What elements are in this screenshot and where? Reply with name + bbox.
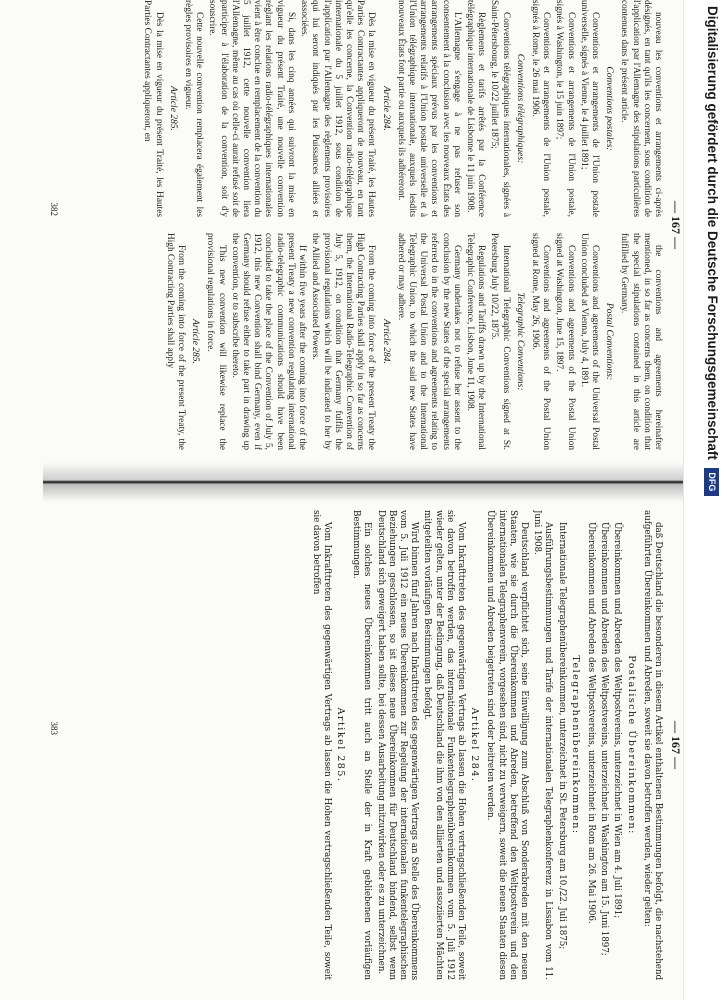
paragraph: Conventions and agreements of the Universal Postal Union concluded at Vienna, July 4, 1891. <box>578 233 600 450</box>
paragraph: From the coming into force of the present Treaty, the High Contracting Parties shall apply <box>164 233 187 450</box>
paragraph: Wird binnen fünf Jahren nach Inkrafttreten des gegenwärtigen Vertrags an Stelle des Übereinkommens vom 5. Juli 1912 ein neues Übereinkommen zur Regelung der internationalen funkentelegraphischen Beziehungen geschlossen, so ist dieses neue Übereinkommen für Deutschland bindend, selbst wenn Deutschland sich geweigert haben sollte, bei dessen Ausarbeitung mitzuwirken oder es zu unterzeichnen. <box>375 510 420 980</box>
paragraph: Conventions and agreements of the Postal Union signed at Washington, June 15, 1897. <box>554 233 576 450</box>
dfg-logo-icon: DFG <box>705 468 720 496</box>
section-heading: Telegraphenübereinkommen: <box>569 655 581 835</box>
section-heading: Artikel 285. <box>334 707 346 783</box>
paragraph: Ein solches neues Übereinkommen tritt auch an Stelle der in Kraft gebliebenen vorläufigen Bestimmungen. <box>351 510 373 980</box>
paragraph: the conventions and agreements hereinafter mentioned, in so far as concerns them, on condition that the special stipulations contained in this article are fulfilled by Germany. <box>619 233 663 450</box>
paragraph: Germany undertakes not to refuse her assent to the conclusion by the new States of the special arrangements referred to in the conventions and agreements relating to the Universal Postal Union and to the International Telegraphic Union, to which the said new States have adhered or may adhere. <box>395 233 462 450</box>
section-heading: Postalische Übereinkommen: <box>625 655 637 835</box>
section-heading: Conventions postales: <box>604 66 615 151</box>
paragraph: L'Allemagne s'engage à ne pas refuser son consentement à la conclusion avec les nouveaux États des arrangements spéciaux prévus par les conventions et arrangements relatifs à l'Union postale universelle et à l'Union télégraphique internationale, auxquels lesdits nouveaux États font partie ou auxquels ils adhéreront. <box>395 0 462 217</box>
german-column <box>69 510 663 980</box>
paragraph: If within five years after the coming into force of the present Treaty a new convention regulating international radio-telegraphic communications should have been concluded to take the place of the Convention of July 5, 1912, this new Convention shall bind Germany, even if Germany should refuse either to take part in drawing up the convention, or to subscribe thereto. <box>229 233 308 450</box>
french-column <box>69 0 663 217</box>
paragraph: Deutschland verpflichtet sich, seine Einwilligung zum Abschluß von Sonderabreden mit den neuen Staaten, wie sie durch die Übereinkommen und Abreden, betreffend den Weltpostverein und den internationalen Telegraphenverein, vorgesehen sind, nicht zu verweigern, soweit die neuen Staaten diesen Übereinkommen und Abreden beigetreten sind oder beitreten werden. <box>485 510 529 980</box>
section-heading: Article 285. <box>190 319 201 364</box>
section-heading: Telegraphic Conventions: <box>514 292 525 391</box>
paragraph: Übereinkommen und Abreden des Weltpostvereins, unterzeichnet in Wien am 4. Juli 1891; <box>612 522 623 919</box>
paragraph: nouveau les conventions et arrangements ci-après désignés, en tant qu'ils les concernent, sous condition de l'application par l'Allemagne des stipulations particulières contenues dans le présent article. <box>619 0 663 217</box>
section-heading: Article 284. <box>380 319 391 364</box>
paragraph: Conventions et arrangements de l'Union postale, signés à Rome, le 26 mai 1906. <box>529 0 552 217</box>
right-page-number: — 167 — <box>669 721 683 769</box>
paragraph: Dès la mise en vigueur du présent Traité, les Hautes Parties Contractantes appliqueront de nouveau, en tant qu'elle les concerne, la Convention radio-télégraphique internationale du 5 juillet 1912, sous condition de l'application par l'Allemagne des règlements provisoires qui lui seront indiqués par les Puissances alliées et associées. <box>299 0 377 217</box>
paragraph: Ausführungsbestimmungen und Tarife der internationalen Telegraphenkonferenz in Lissabon vom 11. Juni 1908. <box>532 510 554 980</box>
section-heading: Article 285. <box>167 86 178 131</box>
paragraph: Vom Inkrafttreten des gegenwärtigen Vertrags ab lassen die Hohen vertragschließenden Teile, soweit sie davon betroffen <box>310 510 332 980</box>
section-heading: Article 284. <box>380 86 391 131</box>
paragraph: Si, dans les cinq années qui suivront la mise en vigueur du présent Traité, une nouvelle convention réglant les relations radio-télégraphiques internationales vient à être conclue en remplacement de la convention du 5 juillet 1912, cette nouvelle convention liera l'Allemagne, même au cas où celle-ci aurait refusé soit de participer à l'élaboration de la convention, soit d'y souscrire. <box>207 0 296 217</box>
paragraph: Conventions et arrangements de l'Union postale universelle, signés à Vienne, le 4 juillet 1891; <box>578 0 600 217</box>
right-folio: 383 <box>49 721 59 735</box>
paragraph: From the coming into force of the present Treaty the High Contracting Parties shall apply in so far as concerns them, the International Radio-Telegraphic Convention of July 5, 1912, on condition that Germany fulfils the provisional regulations which will be indicated to her by the Allied and Associated Powers. <box>310 233 377 450</box>
paragraph: daß Deutschland die besonderen in diesem Artikel enthaltenen Bestimmungen befolgt, die nachstehend aufgeführten Übereinkommen und Abreden, soweit sie davon betroffen werden, wieder gelten: <box>641 510 663 980</box>
paragraph: Conventions télégraphiques internationales, signées à Saint-Pétersbourg, le 10/22 juillet 1875; <box>489 0 511 217</box>
book-gutter <box>43 462 683 502</box>
left-page-number: — 167 — <box>669 201 683 249</box>
english-column <box>69 233 663 450</box>
paragraph: Übereinkommen und Abreden des Weltpostvereins, unterzeichnet in Washington am 15. Juni 1897; <box>599 522 610 956</box>
left-folio: 382 <box>49 202 59 216</box>
section-heading: Postal Conventions: <box>604 302 615 381</box>
section-heading: Conventions télégraphiques: <box>514 53 525 164</box>
left-page <box>43 0 683 450</box>
paragraph: Dès la mise en vigueur du présent Traité, les Hautes Parties Contractantes appliqueront, en <box>142 0 164 217</box>
paragraph: Vom Inkrafttreten des gegenwärtigen Vertrags ab lassen die Hohen vertragschließenden Teile, soweit sie davon betroffen werden, das internationale Funkentelegraphenübereinkommen vom 5. Juli 1912 wieder gelten, unter der Bedingung, daß Deutschland die ihm von den alliierten und assoziierten Mächten mitgeteilten vorläufigen Bestimmungen befolgt. <box>422 510 466 980</box>
paragraph: Conventions and agreements of the Postal Union signed at Rome, May 26, 1906. <box>529 233 552 450</box>
paragraph: Übereinkommen und Abreden des Weltpostvereins, unterzeichnet in Rom am 26. Mai 1906. <box>585 522 596 924</box>
paragraph: Regulations and Tariffs drawn up by the International Telegraphic Conference, Lisbon, June 11, 1908. <box>464 233 487 450</box>
paragraph: This new convention will likewise replace the provisional regulations in force. <box>205 233 227 450</box>
paragraph: Cette nouvelle convention remplacera également les règles provisoires en vigueur. <box>183 0 205 217</box>
section-heading: Artikel 284. <box>469 707 481 783</box>
rotated-book-spread <box>43 0 683 1000</box>
paragraph: International Telegraphic Conventions signed at St. Petersburg July 10/22, 1875. <box>489 233 511 450</box>
dfg-footer <box>697 0 727 1000</box>
paragraph: Règlements et tarifs arrêtés par la Conférence télégraphique internationale de Lisbonne le 11 juin 1908. <box>464 0 487 217</box>
paragraph: Internationale Telegraphenübereinkommen, unterzeichnet in St. Petersburg am 10./22. Juli 1875; <box>556 522 567 950</box>
footer-text: Digitalisierung gefördert durch die Deutsche Forschungsgemeinschaft <box>705 6 720 460</box>
right-page <box>43 510 683 980</box>
paragraph: Conventions et arrangements de l'Union postale, signés à Washington, le 15 juin 1897; <box>554 0 576 217</box>
